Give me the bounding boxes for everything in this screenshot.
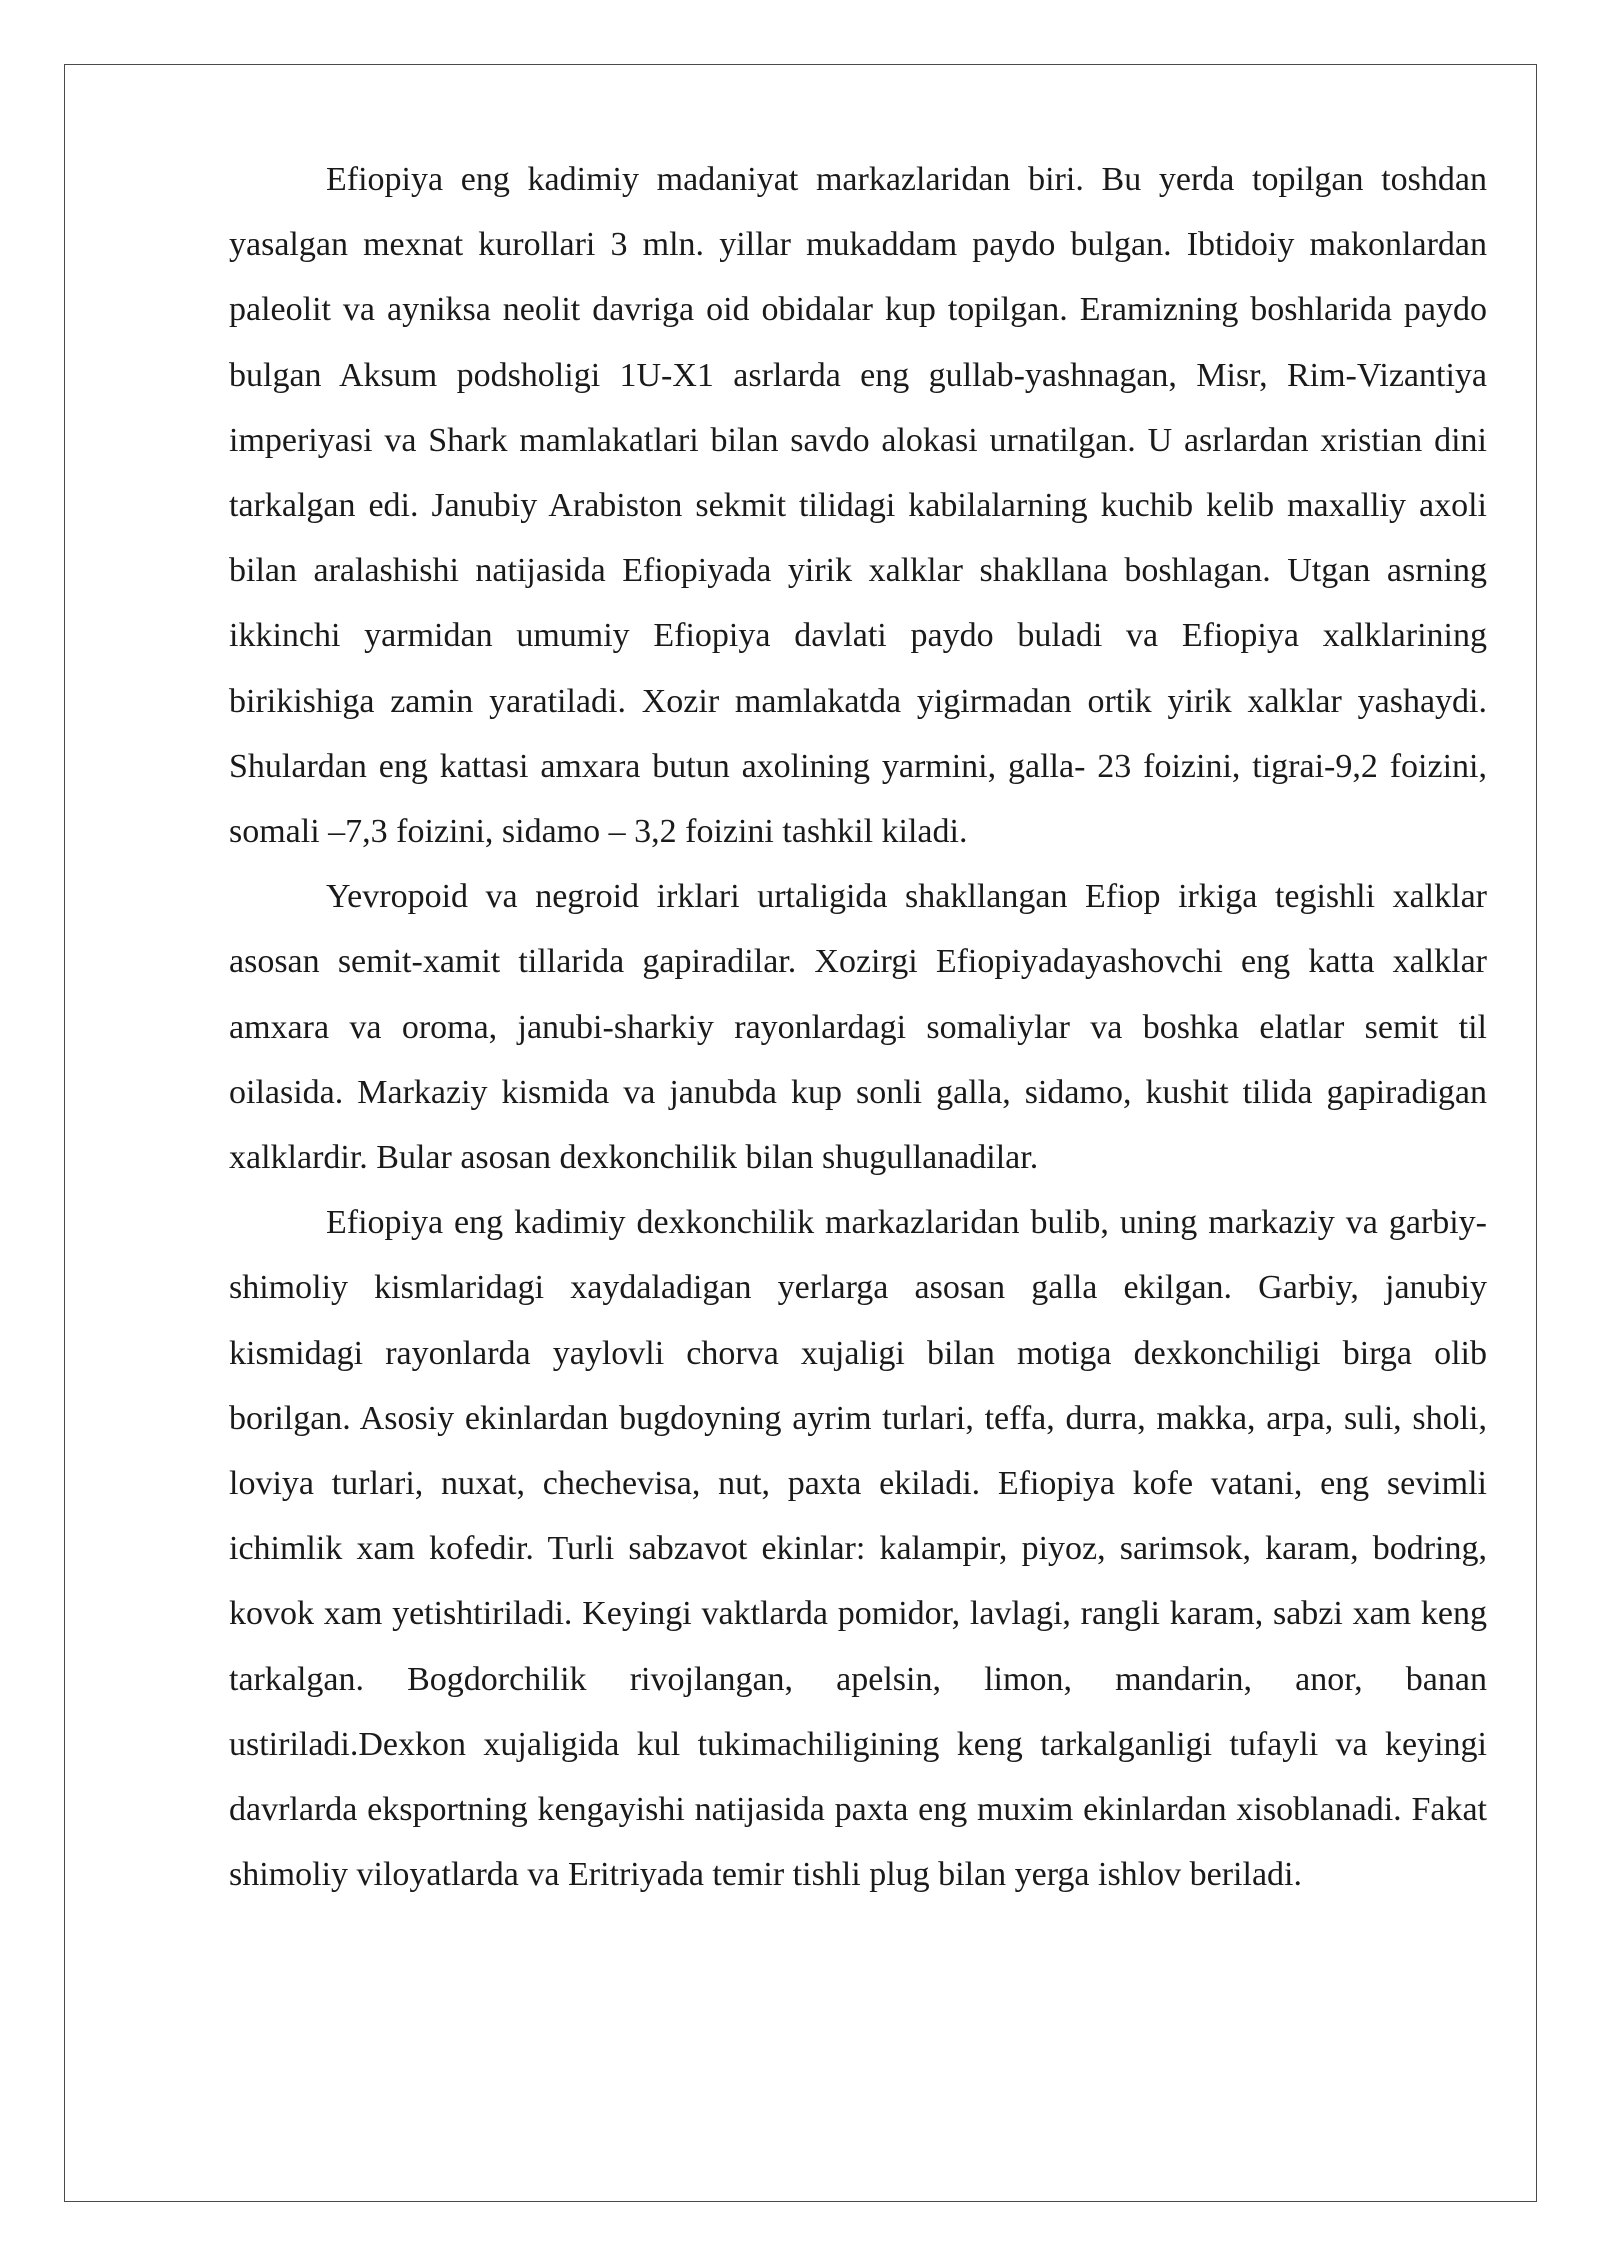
paragraph-2: Yevropoid va negroid irklari urtaligida shakllangan Efiop irkiga tegishli xalklar asosan semit-xamit tillarida gapiradilar. Xozirgi Efiopiyadayashovchi eng katta xalklar amxara va oroma, janubi-sharkiy rayonlardagi somaliylar va boshka elatlar semit til oilasida. Markaziy kismida va janubda kup sonli galla, sidamo, kushit tilida gapiradigan xalklardir. Bular asosan dexkonchilik bilan shugullanadilar. — [229, 878, 1487, 1177]
paragraph-3: Efiopiya eng kadimiy dexkonchilik markazlaridan bulib, uning markaziy va garbiy-shimoliy kismlaridagi xaydaladigan yerlarga asosan galla ekilgan. Garbiy, janubiy kismidagi rayonlarda yaylovli chorva xujaligi bilan motiga dexkonchiligi birga olib borilgan. Asosiy ekinlardan bugdoyning ayrim turlari, teffa, durra, makka, arpa, suli, sholi, loviya turlari, nuxat, chechevisa, nut, paxta ekiladi. Efiopiya kofe vatani, eng sevimli ichimlik xam kofedir. Turli sabzavot ekinlar: kalampir, piyoz, sarimsok, karam, bodring, kovok xam yetishtiriladi. Keyingi vaktlarda pomidor, lavlagi, rangli karam, sabzi xam keng tarkalgan. Bogdorchilik rivojlangan, apelsin, limon, mandarin, anor, banan ustiriladi.Dexkon xujaligida kul tukimachiligining keng tarkalganligi tufayli va keyingi davrlarda eksportning kengayishi natijasida paxta eng muxim ekinlardan xisoblanadi. Fakat shimoliy viloyatlarda va Eritriyada temir tishli plug bilan yerga ishlov beriladi. — [229, 1204, 1487, 1894]
document-body — [229, 147, 1487, 1907]
paragraph-1: Efiopiya eng kadimiy madaniyat markazlaridan biri. Bu yerda topilgan toshdan yasalgan mexnat kurollari 3 mln. yillar mukaddam paydo bulgan. Ibtidoiy makonlardan paleolit va ayniksa neolit davriga oid obidalar kup topilgan. Eramizning boshlarida paydo bulgan Aksum podsholigi 1U-X1 asrlarda eng gullab-yashnagan, Misr, Rim-Vizantiya imperiyasi va Shark mamlakatlari bilan savdo alokasi urnatilgan. U asrlardan xristian dini tarkalgan edi. Janubiy Arabiston sekmit tilidagi kabilalarning kuchib kelib maxalliy axoli bilan aralashishi natijasida Efiopiyada yirik xalklar shakllana boshlagan. Utgan asrning ikkinchi yarmidan umumiy Efiopiya davlati paydo buladi va Efiopiya xalklarining birikishiga zamin yaratiladi. Xozir mamlakatda yigirmadan ortik yirik xalklar yashaydi. Shulardan eng kattasi amxara butun axolining yarmini, galla- 23 foizini, tigrai-9,2 foizini, somali –7,3 foizini, sidamo – 3,2 foizini tashkil kiladi. — [229, 161, 1487, 851]
